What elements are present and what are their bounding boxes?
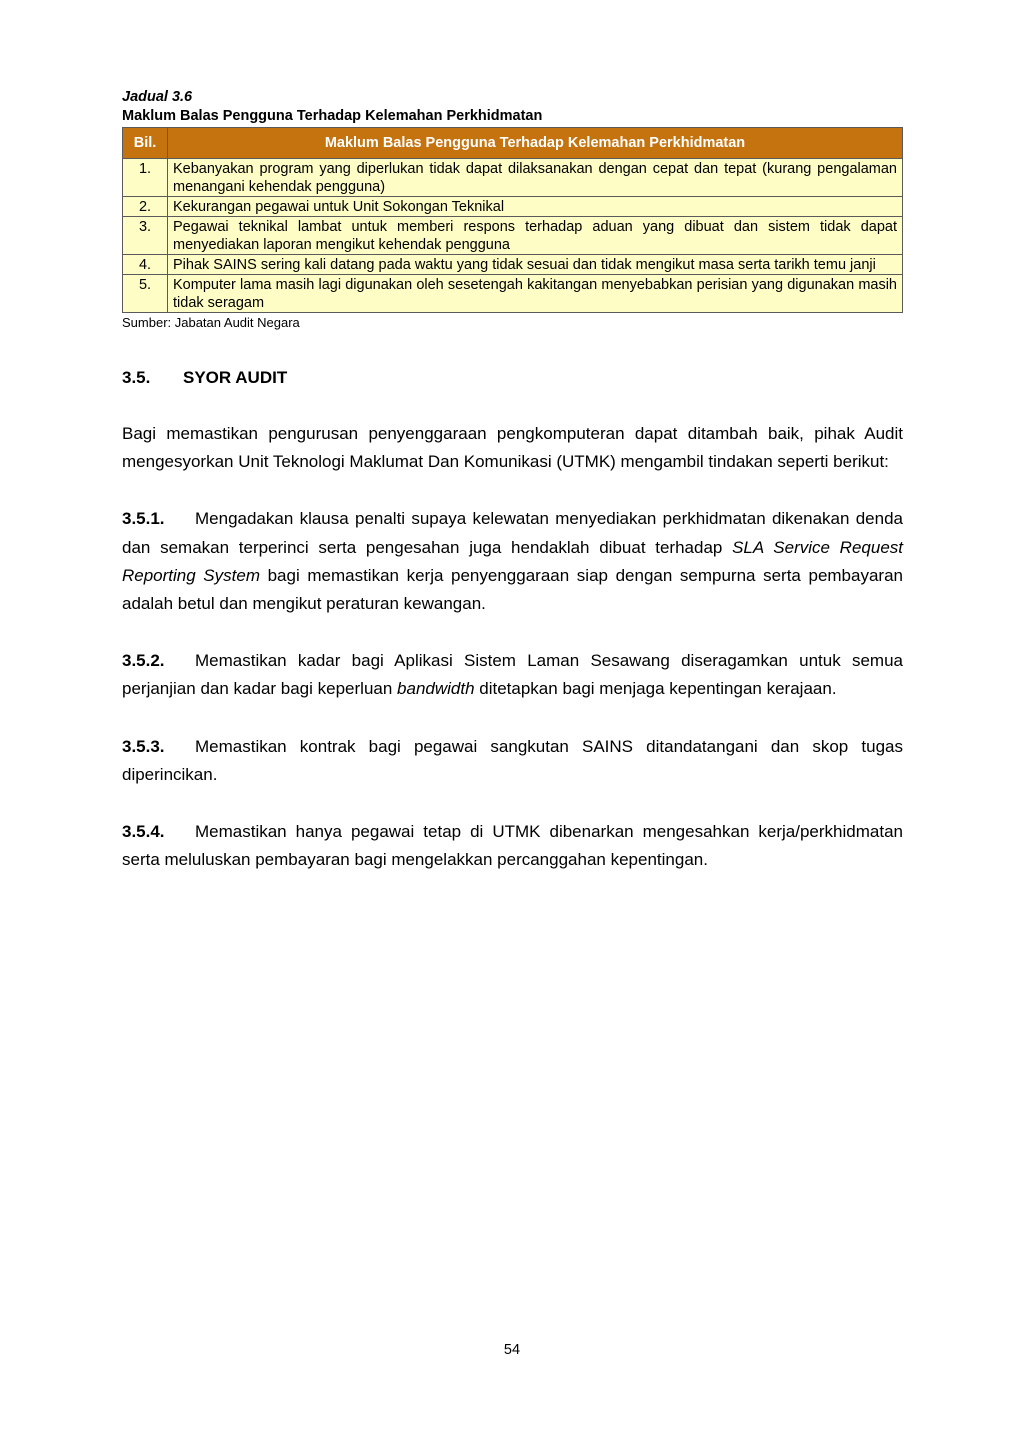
row-number: 5. [123,275,168,313]
table-caption [122,88,903,126]
recommendation-paragraph [122,647,903,703]
feedback-table [122,127,903,313]
recommendation-paragraph [122,818,903,874]
table-row [123,255,903,275]
section-number: 3.5. [122,368,151,387]
table-label: Jadual 3.6 [122,89,193,105]
recommendation-text: Memastikan kontrak bagi pegawai sangkutan SAINS ditandatangani dan skop tugas diperincikan. [122,736,903,784]
row-text: Kebanyakan program yang diperlukan tidak dapat dilaksanakan dengan cepat dan tepat (kurang pengalaman menangani kehendak pengguna) [168,159,903,197]
row-text: Pegawai teknikal lambat untuk memberi respons terhadap aduan yang dibuat dan sistem tidak dapat menyediakan laporan mengikut kehendak pengguna [168,217,903,255]
recommendation-number: 3.5.1. [122,509,165,529]
recommendation-italic: SLA Service Request Reporting System [122,537,904,585]
recommendation-text-cont: ditetapkan bagi menjaga kepentingan kerajaan. [474,679,837,699]
table-row [123,197,903,217]
row-number: 4. [123,255,168,275]
page-number: 54 [503,1342,521,1358]
document-page [122,88,903,874]
header-feedback: Maklum Balas Pengguna Terhadap Kelemahan Perkhidmatan [168,128,903,159]
table-source: Sumber: Jabatan Audit Negara [122,315,300,330]
row-number: 3. [123,217,168,255]
section-heading [122,366,903,390]
recommendation-text-cont: bagi memastikan kerja penyenggaraan siap dengan sempurna serta pembayaran adalah betul dan mengikut peraturan kewangan. [122,565,903,614]
recommendation-number: 3.5.4. [122,822,165,842]
table-header-row [123,128,903,159]
table-title: Maklum Balas Pengguna Terhadap Kelemahan Perkhidmatan [122,108,543,124]
recommendation-paragraph [122,733,903,789]
recommendation-text: Mengadakan klausa penalti supaya kelewatan menyediakan perkhidmatan dikenakan denda dan semakan terperinci serta pengesahan juga hendaklah dibuat terhadap [122,509,903,557]
recommendation-number: 3.5.2. [122,651,165,671]
header-bil: Bil. [123,128,168,159]
recommendation-text: Memastikan hanya pegawai tetap di UTMK dibenarkan mengesahkan kerja/perkhidmatan serta meluluskan pembayaran bagi mengelakkan percanggahan kepentingan. [122,822,903,870]
row-number: 1. [123,159,168,197]
recommendation-italic: bandwidth [397,679,475,699]
table-row [123,275,903,313]
row-text: Pihak SAINS sering kali datang pada waktu yang tidak sesuai dan tidak mengikut masa serta tarikh temu janji [168,255,903,275]
recommendation-paragraph [122,505,903,618]
section-intro: Bagi memastikan pengurusan penyenggaraan pengkomputeran dapat ditambah baik, pihak Audit mengesyorkan Unit Teknologi Maklumat Dan Komunikasi (UTMK) mengambil tindakan seperti berikut: [122,424,903,472]
recommendation-text: Memastikan kadar bagi Aplikasi Sistem Laman Sesawang diseragamkan untuk semua perjanjian dan kadar bagi keperluan [122,651,903,699]
table-row [123,217,903,255]
section-title: SYOR AUDIT [183,368,288,387]
recommendation-number: 3.5.3. [122,736,165,756]
row-text: Kekurangan pegawai untuk Unit Sokongan Teknikal [168,197,903,217]
row-number: 2. [123,197,168,217]
table-row [123,159,903,197]
row-text: Komputer lama masih lagi digunakan oleh sesetengah kakitangan menyebabkan perisian yang digunakan masih tidak seragam [168,275,903,313]
